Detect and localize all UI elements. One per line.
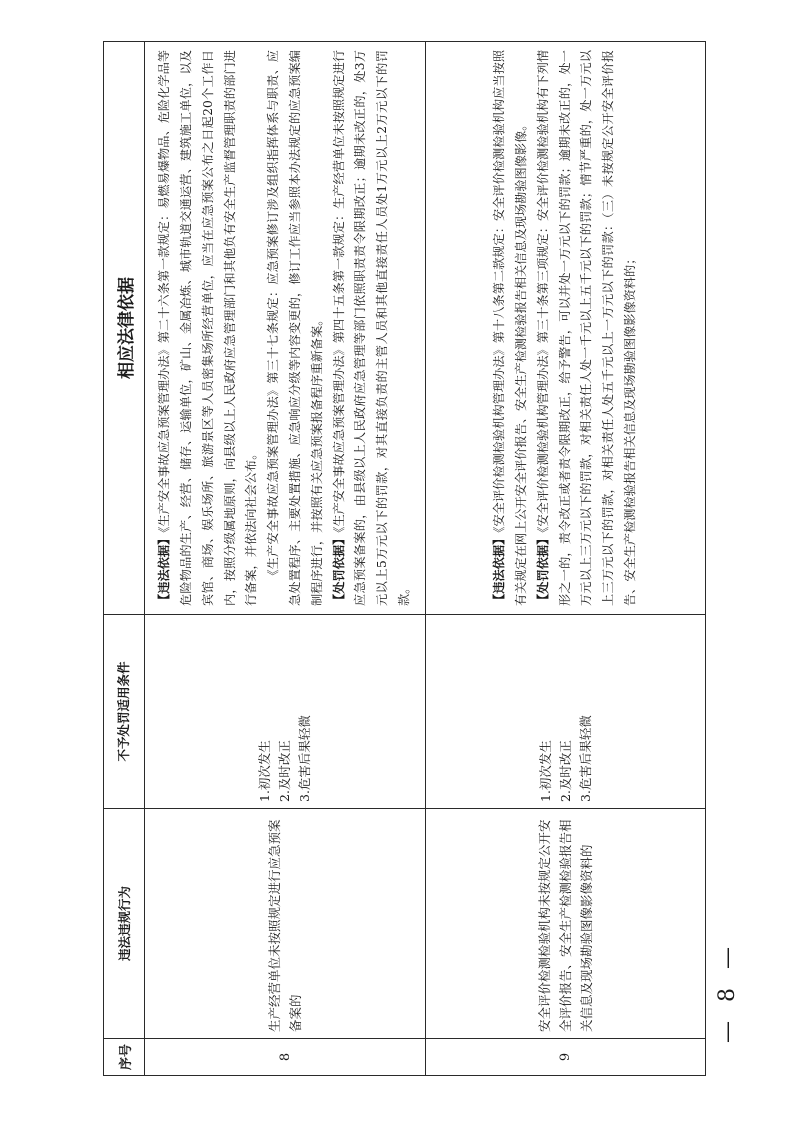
condition-item: 2.及时改正 bbox=[557, 740, 573, 802]
regulation-table bbox=[103, 41, 706, 1076]
condition-item: 1.初次发生 bbox=[257, 740, 272, 802]
violation-basis-text: 《安全评价检测检验机构管理办法》第十八条第二款规定：安全评价检测检验机构应当按照有关规定在网上公开安全评价报告、安全生产检测检验报告相关信息及现场勘验图像影像。 bbox=[492, 49, 528, 606]
penalty-basis-label: 【处罚依据】 bbox=[535, 532, 550, 606]
table-row bbox=[145, 42, 426, 1076]
violation-basis-label: 【违法依据】 bbox=[157, 532, 172, 606]
penalty-basis-text: 《生产安全事故应急预案管理办法》第四十五条第一款规定：生产经营单位未按照规定进行应急预案备案的，由县级以上人民政府应急管理等部门依照职责责令限期改正；逾期未改正的，处3万元以上5万元以下的罚款，对其直接负责的主管人员和其他直接责任人员处1万元以上2万元以下的罚款。 bbox=[331, 49, 411, 606]
row-conditions bbox=[145, 615, 426, 809]
condition-item: 3.危害后果轻微 bbox=[577, 715, 593, 802]
row-violation-text: 安全评价检测检验机构未按规定公开安全评价报告、安全生产检测检验报告相关信息及现场勘验图像影像资料的 bbox=[426, 809, 706, 1039]
page-number: — 8 — bbox=[715, 941, 740, 1043]
header-legal-basis: 相应法律依据 bbox=[104, 42, 145, 615]
table-header-row bbox=[104, 42, 145, 1076]
condition-item: 1.初次发生 bbox=[537, 740, 553, 802]
row-conditions bbox=[426, 615, 706, 809]
violation-basis-text-2: 《生产安全事故应急预案管理办法》第三十七条规定：应急预案修订涉及组织指挥体系与职责、应急处置程序、主要处置措施、应急响应分级等内容变更的，修订工作应当参照本办法规定的应急预案编制程序进行，并按照有关应急预案报备程序重新备案。 bbox=[266, 50, 324, 606]
header-exemption-condition: 不予处罚适用条件 bbox=[104, 615, 145, 809]
row-legal-basis bbox=[145, 42, 426, 615]
row-legal-basis bbox=[426, 42, 706, 615]
row-serial-number: 9 bbox=[426, 1039, 706, 1076]
violation-basis-label: 【违法依据】 bbox=[492, 532, 507, 606]
condition-item: 2.及时改正 bbox=[277, 740, 292, 802]
rotated-table-container bbox=[103, 41, 706, 1076]
header-serial-number: 序号 bbox=[104, 1039, 145, 1076]
condition-item: 3.危害后果轻微 bbox=[297, 715, 312, 802]
row-violation-text: 生产经营单位未按照规定进行应急预案备案的 bbox=[145, 809, 426, 1039]
header-violation: 违法违规行为 bbox=[104, 809, 145, 1039]
violation-basis-text: 《生产安全事故应急预案管理办法》第二十六条第一款规定：易燃易爆物品、危险化学品等危险物品的生产、经营、储存、运输单位，矿山、金属冶炼、城市轨道交通运营、建筑施工单位，以及宾馆、商场、娱乐场所、旅游景区等人员密集场所经营单位，应当在应急预案公布之日起20个工作日内，按照分级属地原则，向县级以上人民政府应急管理部门和其他负有安全生产监督管理职责的部门进行备案，并依法向社会公布。 bbox=[157, 49, 259, 606]
penalty-basis-text: 《安全评价检测检验机构管理办法》第三十条第三项规定：安全评价检测检验机构有下列情形之一的，责令改正或者责令限期改正，给予警告，可以并处一万元以下的罚款；逾期未改正的，处一万元以上三万元以下的罚款，对相关责任人处一千元以上五千元以下的罚款；情节严重的，处一万元以上三万元以下的罚款，对相关责任人处五千元以上一万元以下的罚款：（三）未按规定公开安全评价报告、安全生产检测检验报告相关信息及现场勘验图像影像资料的； bbox=[535, 49, 637, 606]
penalty-basis-label: 【处罚依据】 bbox=[331, 532, 346, 606]
row-serial-number: 8 bbox=[145, 1039, 426, 1076]
table-row bbox=[426, 42, 706, 1076]
